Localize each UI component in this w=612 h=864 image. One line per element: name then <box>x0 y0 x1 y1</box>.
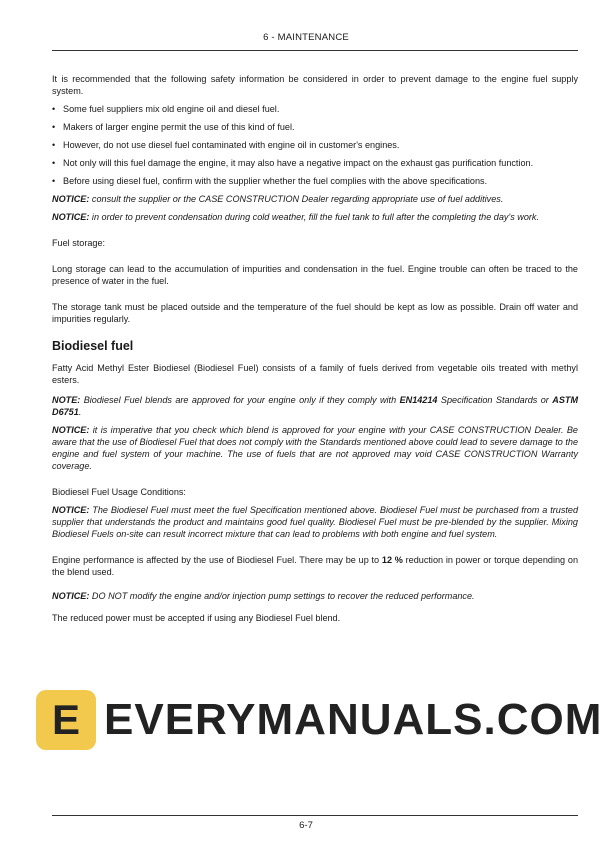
bullet-item: • Not only will this fuel damage the engine, it may also have a negative impact on the exhaust gas purification function. <box>52 157 578 169</box>
notice-blend <box>52 424 578 472</box>
fatty-acid-paragraph: Fatty Acid Methyl Ester Biodiesel (Biodiesel Fuel) consists of a family of fuels derived from vegetable oils treated with methyl esters. <box>52 363 578 385</box>
standard-astm: ASTM D6751 <box>52 395 579 417</box>
bullet-item: • Makers of larger engine permit the use of this kind of fuel. <box>52 121 578 133</box>
note-text: Specification Standards or <box>440 395 549 405</box>
performance-text: Engine performance is affected by the use of Biodiesel Fuel. There may be up to <box>52 555 380 565</box>
reduced-power-paragraph: The reduced power must be accepted if using any Biodiesel Fuel blend. <box>52 613 341 623</box>
bullet-text: Makers of larger engine permit the use of this kind of fuel. <box>63 122 295 132</box>
notice-condensation <box>52 211 578 223</box>
storage-paragraph-1: Long storage can lead to the accumulation of impurities and condensation in the fuel. Engine trouble can often be traced to the presence of water in the fuel. <box>52 264 578 286</box>
bullet-text: Some fuel suppliers mix old engine oil and diesel fuel. <box>63 104 280 114</box>
notice-label: NOTICE: <box>52 212 90 222</box>
notice-text: The Biodiesel Fuel must meet the fuel Specification mentioned above. Biodiesel Fuel must be purchased from a trusted supplier that understands the product and maintains good fuel quality. Biodiesel Fuel must be pre-blended by the supplier. Mixing Biodiesel Fuels on-site can result incorrect mixture that can lead to problems with both engine and fuel system. <box>52 505 579 539</box>
standard-en14214: EN14214 <box>399 395 438 405</box>
page-body <box>52 73 578 630</box>
notice-additives <box>52 193 578 205</box>
notice-text: DO NOT modify the engine and/or injection pump settings to recover the reduced performance. <box>91 591 475 601</box>
watermark <box>36 690 602 750</box>
header-rule <box>52 50 578 51</box>
bullet-text: However, do not use diesel fuel contaminated with engine oil in customer's engines. <box>63 140 400 150</box>
page-header: 6 - MAINTENANCE <box>263 32 349 43</box>
note-label: NOTE: <box>52 395 81 405</box>
notice-usage <box>52 504 578 540</box>
page-number: 6-7 <box>299 820 313 831</box>
usage-conditions-label: Biodiesel Fuel Usage Conditions: <box>52 487 186 497</box>
watermark-logo-icon: E <box>36 690 96 750</box>
notice-text: in order to prevent condensation during cold weather, fill the fuel tank to full after the completing the day's work. <box>91 212 540 222</box>
performance-paragraph <box>52 554 578 578</box>
notice-text: it is imperative that you check which blend is approved for your engine with your CASE CONSTRUCTION Dealer. Be aware that the use of Biodiesel Fuel that does not comply with the Standards mentioned above could lead to severe damage to the engine and fuel system of your machine. The use of fuels that are not approved may void CASE CONSTRUCTION Warranty coverage. <box>52 425 578 471</box>
watermark-text: EVERYMANUALS.COM <box>104 695 603 744</box>
performance-text: reduction in power or torque depending on the blend used. <box>52 555 579 577</box>
bullet-item: • Some fuel suppliers mix old engine oil and diesel fuel. <box>52 103 578 115</box>
note-standards <box>52 394 578 418</box>
bullet-text: Before using diesel fuel, confirm with the supplier whether the fuel complies with the above specifications. <box>63 176 488 186</box>
bullet-item: • Before using diesel fuel, confirm with the supplier whether the fuel complies with the above specifications. <box>52 175 578 187</box>
fuel-storage-label: Fuel storage: <box>52 238 106 248</box>
notice-label: NOTICE: <box>52 194 90 204</box>
biodiesel-heading: Biodiesel fuel <box>52 339 134 353</box>
note-text: . <box>78 407 82 417</box>
notice-modify <box>52 590 578 602</box>
notice-label: NOTICE: <box>52 505 90 515</box>
storage-paragraph-2: The storage tank must be placed outside and the temperature of the fuel should be kept as low as possible. Drain off water and impurities regularly. <box>52 302 578 324</box>
footer-rule <box>52 815 578 816</box>
note-text: Biodiesel Fuel blends are approved for your engine only if they comply with <box>83 395 397 405</box>
notice-label: NOTICE: <box>52 425 90 435</box>
bullet-text: Not only will this fuel damage the engine, it may also have a negative impact on the exhaust gas purification function. <box>63 158 534 168</box>
reduction-percent: 12 % <box>381 555 403 565</box>
notice-label: NOTICE: <box>52 591 90 601</box>
intro-paragraph: It is recommended that the following safety information be considered in order to prevent damage to the engine fuel supply system. <box>52 74 578 96</box>
notice-text: consult the supplier or the CASE CONSTRUCTION Dealer regarding appropriate use of fuel additives. <box>91 194 504 204</box>
bullet-item: • However, do not use diesel fuel contaminated with engine oil in customer's engines. <box>52 139 578 151</box>
